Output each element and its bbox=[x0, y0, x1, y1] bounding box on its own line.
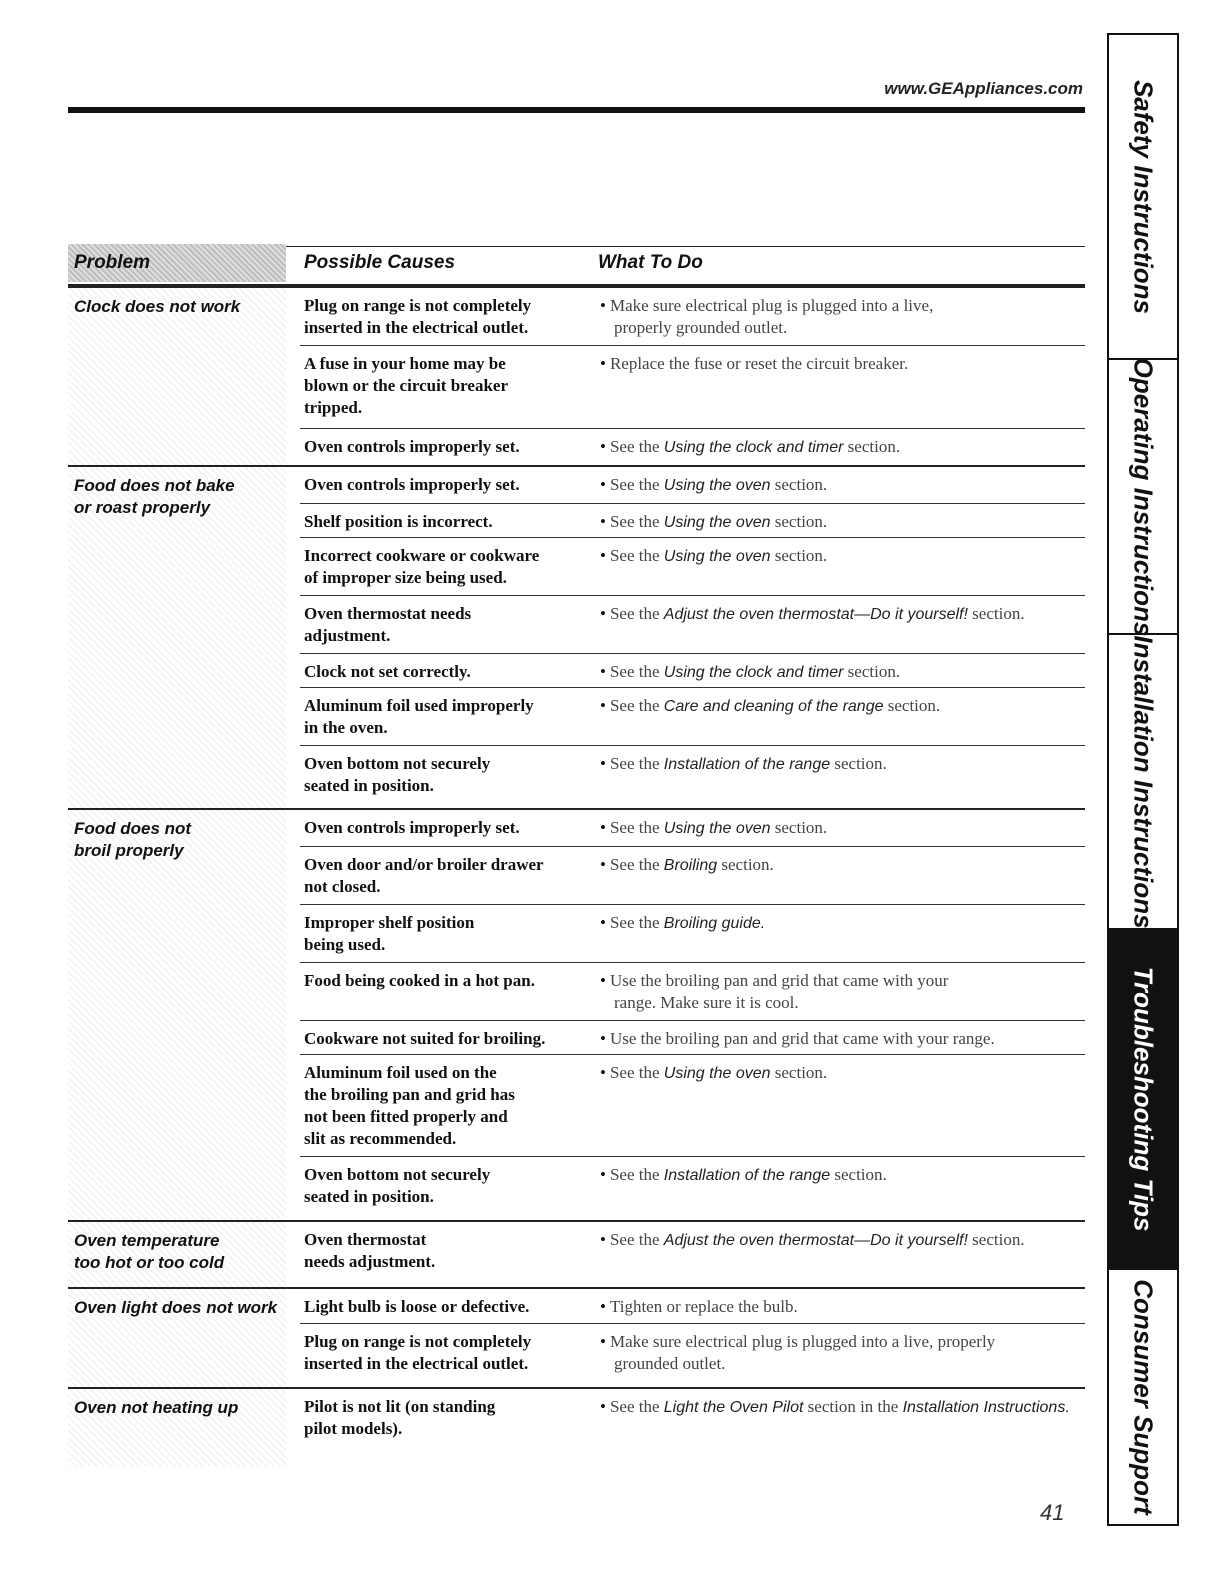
todo-suffix: section. bbox=[774, 1063, 828, 1082]
todo-prefix: See the bbox=[609, 1063, 660, 1082]
what-to-do bbox=[600, 817, 1085, 840]
website-url: www.GEAppliances.com bbox=[884, 79, 1083, 98]
table-row bbox=[300, 288, 1085, 345]
todo-prefix: See the bbox=[609, 604, 660, 623]
sidebar-tab[interactable] bbox=[1109, 35, 1177, 360]
section-reference: Broiling bbox=[663, 857, 718, 874]
possible-cause bbox=[304, 511, 592, 533]
what-to-do bbox=[600, 1331, 1085, 1375]
bullet-icon: • bbox=[600, 1332, 606, 1351]
todo-prefix: See the bbox=[609, 1230, 660, 1249]
text-line: properly grounded outlet. bbox=[614, 318, 788, 337]
text-line: adjustment. bbox=[304, 626, 391, 645]
table-row bbox=[300, 1389, 1085, 1469]
what-to-do bbox=[600, 854, 1085, 877]
bullet-icon: • bbox=[600, 754, 606, 773]
text-line: Oven thermostat bbox=[304, 1230, 427, 1249]
bullet-icon: • bbox=[600, 662, 606, 681]
possible-cause bbox=[304, 545, 592, 589]
text-line: A fuse in your home may be bbox=[304, 354, 506, 373]
possible-cause bbox=[304, 436, 592, 458]
sidebar-tab[interactable] bbox=[1109, 357, 1177, 636]
section-reference: Installation of the range bbox=[663, 1167, 831, 1184]
sidebar-tab-label: Troubleshooting Tips bbox=[1128, 966, 1159, 1232]
todo-prefix: See the bbox=[609, 818, 660, 837]
problem-title bbox=[74, 475, 284, 519]
todo-suffix: section. bbox=[847, 662, 901, 681]
bullet-icon: • bbox=[600, 971, 606, 990]
text-line: Food does not bbox=[74, 819, 192, 838]
section-sidebar bbox=[1107, 33, 1179, 1526]
what-to-do bbox=[600, 753, 1085, 776]
problem-column-header: Problem bbox=[68, 244, 286, 282]
bullet-icon: • bbox=[600, 354, 606, 373]
section-reference: Broiling guide. bbox=[663, 915, 766, 932]
text-line: the broiling pan and grid has bbox=[304, 1085, 515, 1104]
table-row bbox=[300, 687, 1085, 746]
text-line: grounded outlet. bbox=[614, 1354, 726, 1373]
problem-title bbox=[74, 1297, 284, 1319]
possible-cause bbox=[304, 912, 592, 956]
sidebar-tab[interactable] bbox=[1109, 635, 1177, 930]
table-row bbox=[300, 537, 1085, 596]
todo-prefix: See the bbox=[609, 475, 660, 494]
possible-cause bbox=[304, 854, 592, 898]
possible-cause bbox=[304, 695, 592, 739]
possible-cause bbox=[304, 603, 592, 647]
table-row bbox=[300, 846, 1085, 905]
text-line: Clock not set correctly. bbox=[304, 662, 471, 681]
possible-cause bbox=[304, 1028, 592, 1050]
table-row bbox=[300, 904, 1085, 963]
todo-suffix: section. bbox=[834, 1165, 887, 1184]
what-to-do bbox=[600, 1229, 1085, 1252]
bullet-icon: • bbox=[600, 818, 606, 837]
text-line: Aluminum foil used improperly bbox=[304, 696, 534, 715]
section-reference: Using the oven bbox=[663, 820, 771, 837]
todo-prefix: See the bbox=[609, 512, 660, 531]
possible-cause bbox=[304, 1164, 592, 1208]
what-to-do bbox=[600, 912, 1085, 935]
document-reference: Installation Instructions. bbox=[902, 1399, 1070, 1416]
todo-text: Replace the fuse or reset the circuit breaker. bbox=[609, 354, 909, 373]
table-row bbox=[300, 1289, 1085, 1323]
text-line: Oven not heating up bbox=[74, 1398, 239, 1417]
bullet-icon: • bbox=[600, 604, 606, 623]
possible-cause bbox=[304, 353, 592, 419]
possible-cause bbox=[304, 474, 592, 496]
text-line: Food does not bake bbox=[74, 476, 235, 495]
text-line: Oven controls improperly set. bbox=[304, 437, 520, 456]
what-to-do bbox=[600, 1062, 1085, 1085]
table-row bbox=[300, 653, 1085, 688]
problem-cell bbox=[68, 1389, 286, 1467]
bullet-icon: • bbox=[600, 296, 606, 315]
todo-prefix: See the bbox=[609, 696, 660, 715]
bullet-icon: • bbox=[600, 1297, 606, 1316]
text-line: inserted in the electrical outlet. bbox=[304, 318, 529, 337]
section-reference: Installation of the range bbox=[663, 756, 831, 773]
bullet-icon: • bbox=[600, 1063, 606, 1082]
section-reference: Using the oven bbox=[663, 477, 771, 494]
problem-cell bbox=[68, 1289, 286, 1387]
bullet-icon: • bbox=[600, 1029, 606, 1048]
text-line: broil properly bbox=[74, 841, 184, 860]
problem-title bbox=[74, 818, 284, 862]
text-line: too hot or too cold bbox=[74, 1253, 225, 1272]
bullet-icon: • bbox=[600, 475, 606, 494]
text-line: Oven door and/or broiler drawer bbox=[304, 855, 544, 874]
possible-cause bbox=[304, 1396, 592, 1440]
bullet-icon: • bbox=[600, 1397, 606, 1416]
todo-suffix: section. bbox=[774, 512, 828, 531]
sidebar-tab-label: Operating Instructions bbox=[1128, 357, 1159, 636]
bullet-icon: • bbox=[600, 437, 606, 456]
text-line: Food being cooked in a hot pan. bbox=[304, 971, 535, 990]
what-to-do bbox=[600, 970, 1085, 1014]
bullet-icon: • bbox=[600, 913, 606, 932]
what-to-do bbox=[600, 545, 1085, 568]
section-reference: Using the oven bbox=[663, 1065, 771, 1082]
text-line: Incorrect cookware or cookware bbox=[304, 546, 540, 565]
todo-suffix: section. bbox=[774, 475, 828, 494]
text-line: or roast properly bbox=[74, 498, 211, 517]
table-row bbox=[300, 1222, 1085, 1289]
bullet-icon: • bbox=[600, 855, 606, 874]
text-line: Cookware not suited for broiling. bbox=[304, 1029, 546, 1048]
table-row bbox=[300, 467, 1085, 503]
what-to-do bbox=[600, 353, 1085, 375]
todo-text: Use the broiling pan and grid that came with your range. bbox=[609, 1029, 995, 1048]
todo-suffix: section. bbox=[834, 754, 887, 773]
possible-cause bbox=[304, 295, 592, 339]
text-line: pilot models). bbox=[304, 1419, 403, 1438]
problem-cell bbox=[68, 1222, 286, 1287]
bullet-icon: • bbox=[600, 546, 606, 565]
possible-cause bbox=[304, 661, 592, 683]
problem-section bbox=[68, 808, 1085, 1220]
todo-suffix: section. bbox=[847, 437, 901, 456]
possible-cause bbox=[304, 970, 592, 992]
problem-title bbox=[74, 1230, 284, 1274]
table-row bbox=[300, 1020, 1085, 1055]
possible-cause bbox=[304, 1331, 592, 1375]
text-line: in the oven. bbox=[304, 718, 388, 737]
todo-suffix: section. bbox=[972, 1230, 1025, 1249]
text-line: Aluminum foil used on the bbox=[304, 1063, 497, 1082]
section-reference: Adjust the oven thermostat—Do it yourself! bbox=[663, 606, 968, 623]
table-row bbox=[300, 810, 1085, 846]
text-line: Oven controls improperly set. bbox=[304, 818, 520, 837]
text-line: blown or the circuit breaker bbox=[304, 376, 508, 395]
todo-prefix: See the bbox=[609, 1165, 660, 1184]
what-to-do bbox=[600, 295, 1085, 339]
what-to-do bbox=[600, 474, 1085, 497]
table-row bbox=[300, 1054, 1085, 1157]
text-line: inserted in the electrical outlet. bbox=[304, 1354, 529, 1373]
sidebar-tab[interactable] bbox=[1109, 930, 1177, 1270]
table-row bbox=[300, 345, 1085, 429]
what-to-do bbox=[600, 661, 1085, 684]
text-line: Shelf position is incorrect. bbox=[304, 512, 493, 531]
what-to-do bbox=[600, 1396, 1085, 1419]
text-line: Make sure electrical plug is plugged into a live, properly bbox=[609, 1332, 996, 1351]
section-reference: Using the clock and timer bbox=[663, 439, 844, 456]
text-line: Oven thermostat needs bbox=[304, 604, 472, 623]
section-reference: Using the clock and timer bbox=[663, 664, 844, 681]
sidebar-tab-label: Consumer Support bbox=[1128, 1279, 1159, 1515]
text-line: Oven light does not work bbox=[74, 1298, 278, 1317]
what-to-do bbox=[600, 511, 1085, 534]
possible-cause bbox=[304, 817, 592, 839]
what-to-do bbox=[600, 1028, 1085, 1050]
possible-cause bbox=[304, 753, 592, 797]
text-line: seated in position. bbox=[304, 1187, 434, 1206]
table-row bbox=[300, 503, 1085, 538]
what-to-do bbox=[600, 436, 1085, 459]
bullet-icon: • bbox=[600, 1230, 606, 1249]
problem-title bbox=[74, 296, 284, 318]
possible-cause bbox=[304, 1296, 592, 1318]
possible-cause bbox=[304, 1229, 592, 1273]
text-line: range. Make sure it is cool. bbox=[614, 993, 799, 1012]
todo-prefix: See the bbox=[609, 754, 660, 773]
todo-column-header: What To Do bbox=[598, 252, 703, 273]
table-row bbox=[300, 745, 1085, 811]
problem-section bbox=[68, 1220, 1085, 1287]
problem-title bbox=[74, 1397, 284, 1419]
causes-column-header: Possible Causes bbox=[304, 252, 456, 273]
todo-text: Tighten or replace the bulb. bbox=[609, 1297, 798, 1316]
todo-prefix: See the bbox=[609, 913, 660, 932]
todo-prefix: See the bbox=[609, 662, 660, 681]
text-line: Oven bottom not securely bbox=[304, 1165, 491, 1184]
todo-suffix: section. bbox=[774, 818, 828, 837]
table-row bbox=[300, 1156, 1085, 1223]
text-line: of improper size being used. bbox=[304, 568, 507, 587]
text-line: Use the broiling pan and grid that came with your bbox=[609, 971, 949, 990]
todo-suffix: section. bbox=[721, 855, 774, 874]
text-line: Light bulb is loose or defective. bbox=[304, 1297, 530, 1316]
section-reference: Light the Oven Pilot bbox=[663, 1399, 804, 1416]
text-line: Plug on range is not completely bbox=[304, 1332, 532, 1351]
todo-prefix: See the bbox=[609, 437, 660, 456]
what-to-do bbox=[600, 603, 1085, 626]
bullet-icon: • bbox=[600, 512, 606, 531]
sidebar-tab-label: Safety Instructions bbox=[1128, 79, 1159, 314]
text-line: Plug on range is not completely bbox=[304, 296, 532, 315]
text-line: needs adjustment. bbox=[304, 1252, 436, 1271]
text-line: not been fitted properly and bbox=[304, 1107, 508, 1126]
problem-section bbox=[68, 465, 1085, 808]
bullet-icon: • bbox=[600, 1165, 606, 1184]
header-top-line bbox=[286, 246, 1085, 247]
text-line: Pilot is not lit (on standing bbox=[304, 1397, 496, 1416]
text-line: slit as recommended. bbox=[304, 1129, 457, 1148]
todo-prefix: See the bbox=[609, 1397, 660, 1416]
table-row bbox=[300, 962, 1085, 1021]
problem-section bbox=[68, 1387, 1085, 1467]
text-line: Improper shelf position bbox=[304, 913, 475, 932]
what-to-do bbox=[600, 1164, 1085, 1187]
what-to-do bbox=[600, 695, 1085, 718]
todo-middle: section in the bbox=[807, 1397, 899, 1416]
todo-prefix: See the bbox=[609, 546, 660, 565]
problem-cell bbox=[68, 288, 286, 465]
section-reference: Using the oven bbox=[663, 514, 771, 531]
todo-suffix: section. bbox=[972, 604, 1025, 623]
text-line: Oven bottom not securely bbox=[304, 754, 491, 773]
header-rule bbox=[68, 107, 1085, 113]
sidebar-tab-label: Installation Instructions bbox=[1128, 634, 1159, 929]
todo-suffix: section. bbox=[774, 546, 828, 565]
text-line: Clock does not work bbox=[74, 297, 241, 316]
problem-section bbox=[68, 286, 1085, 465]
sidebar-tab[interactable] bbox=[1109, 1270, 1177, 1524]
text-line: Oven controls improperly set. bbox=[304, 475, 520, 494]
text-line: being used. bbox=[304, 935, 386, 954]
section-reference: Care and cleaning of the range bbox=[663, 698, 884, 715]
table-header bbox=[68, 244, 1085, 286]
page-number: 41 bbox=[1040, 1500, 1065, 1525]
table-row bbox=[300, 428, 1085, 468]
section-reference: Using the oven bbox=[663, 548, 771, 565]
section-reference: Adjust the oven thermostat—Do it yourself! bbox=[663, 1232, 968, 1249]
text-line: tripped. bbox=[304, 398, 363, 417]
what-to-do bbox=[600, 1296, 1085, 1318]
problem-section bbox=[68, 1287, 1085, 1387]
text-line: seated in position. bbox=[304, 776, 434, 795]
todo-prefix: See the bbox=[609, 855, 660, 874]
table-row bbox=[300, 1323, 1085, 1390]
table-row bbox=[300, 595, 1085, 654]
text-line: Make sure electrical plug is plugged into a live, bbox=[609, 296, 934, 315]
bullet-icon: • bbox=[600, 696, 606, 715]
text-line: not closed. bbox=[304, 877, 381, 896]
possible-cause bbox=[304, 1062, 592, 1150]
problem-cell bbox=[68, 467, 286, 808]
todo-suffix: section. bbox=[887, 696, 941, 715]
problem-cell bbox=[68, 810, 286, 1220]
text-line: Oven temperature bbox=[74, 1231, 220, 1250]
